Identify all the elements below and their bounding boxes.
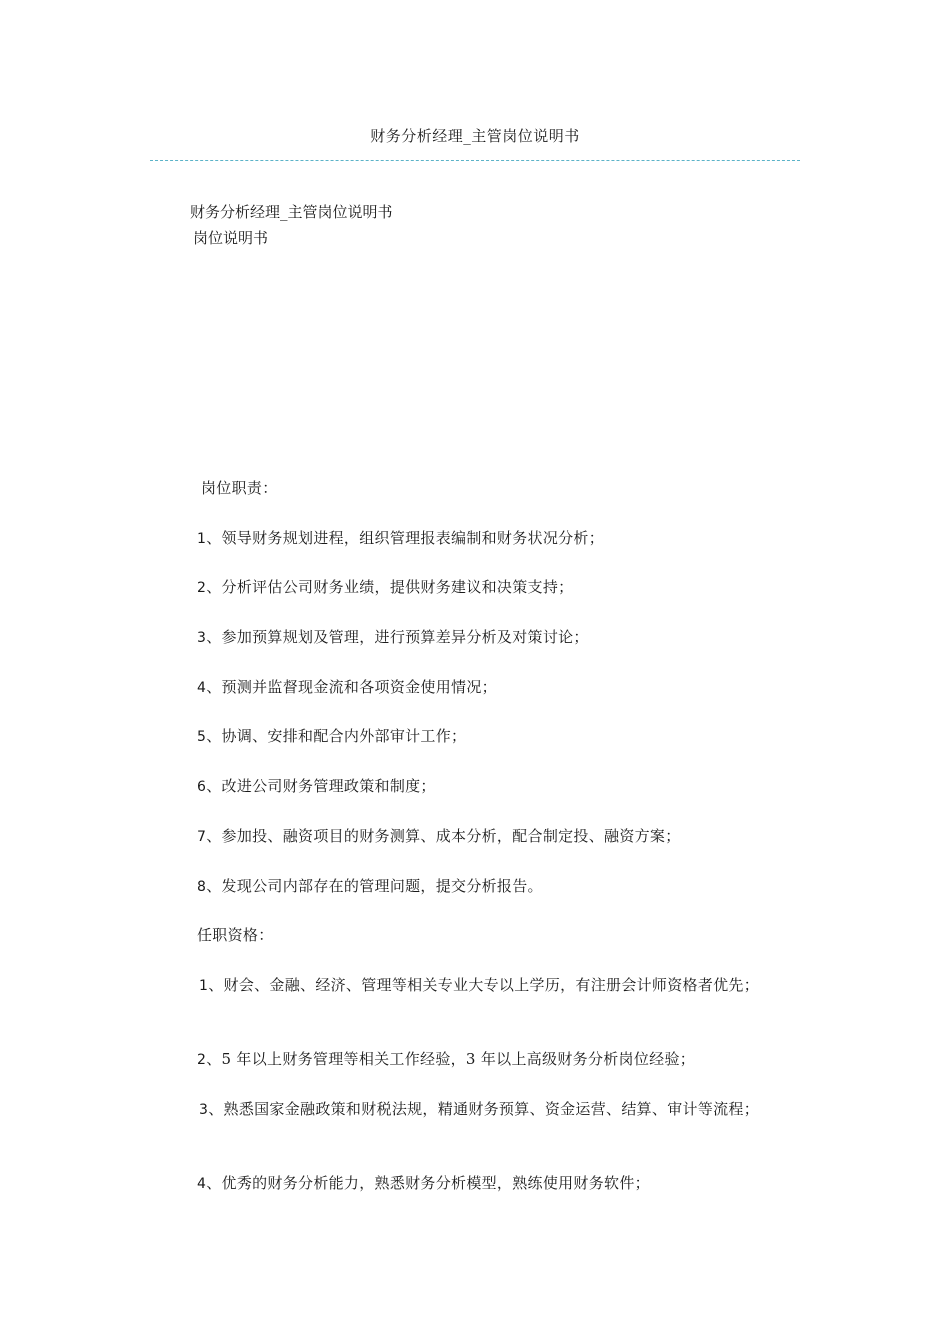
responsibilities-heading: 岗位职责： — [201, 479, 278, 497]
responsibility-item — [197, 527, 604, 548]
responsibility-item — [197, 676, 497, 697]
qualification-item — [197, 1172, 650, 1193]
qualification-item — [199, 1098, 759, 1119]
item-text: 、参加投、融资项目的财务测算、成本分析，配合制定投、融资方案； — [206, 827, 681, 845]
item-number: 1 — [197, 531, 207, 547]
item-text: 、优秀的财务分析能力，熟悉财务分析模型，熟练使用财务软件； — [206, 1174, 650, 1192]
item-number: 4 — [197, 1176, 207, 1192]
item-text: 、改进公司财务管理政策和制度； — [206, 777, 436, 795]
item-number: 5 — [197, 729, 207, 745]
item-number: 2 — [197, 1052, 207, 1068]
item-number: 3 — [199, 1102, 209, 1118]
item-text: 、协调、安排和配合内外部审计工作； — [206, 727, 467, 745]
responsibility-item — [197, 725, 466, 746]
responsibility-item — [197, 775, 436, 796]
item-number: 2 — [197, 580, 207, 596]
item-text: 、5 年以上财务管理等相关工作经验，3 年以上高级财务分析岗位经验； — [206, 1050, 696, 1068]
item-number: 8 — [197, 879, 207, 895]
responsibility-item — [197, 576, 573, 597]
item-text: 、财会、金融、经济、管理等相关专业大专以上学历，有注册会计师资格者优先； — [208, 976, 760, 994]
item-text: 、熟悉国家金融政策和财税法规，精通财务预算、资金运营、结算、审计等流程； — [208, 1100, 760, 1118]
qualification-item — [199, 974, 759, 995]
item-text: 、领导财务规划进程，组织管理报表编制和财务状况分析； — [206, 529, 605, 547]
responsibility-item — [197, 825, 681, 846]
item-text: 、分析评估公司财务业绩，提供财务建议和决策支持； — [206, 578, 574, 596]
document-subtitle: 岗位说明书 — [193, 229, 269, 247]
item-number: 4 — [197, 680, 207, 696]
qualification-item — [197, 1048, 695, 1069]
header-divider — [150, 160, 800, 161]
responsibility-item — [197, 626, 589, 647]
item-text: 、参加预算规划及管理，进行预算差异分析及对策讨论； — [206, 628, 589, 646]
item-number: 6 — [197, 779, 207, 795]
header-title: 财务分析经理_主管岗位说明书 — [370, 127, 580, 145]
item-text: 、预测并监督现金流和各项资金使用情况； — [206, 678, 497, 696]
item-text: 、发现公司内部存在的管理问题，提交分析报告。 — [206, 877, 543, 895]
item-number: 7 — [197, 829, 207, 845]
item-number: 1 — [199, 978, 209, 994]
item-number: 3 — [197, 630, 207, 646]
qualifications-heading: 任职资格： — [197, 926, 274, 944]
document-title: 财务分析经理_主管岗位说明书 — [190, 203, 393, 221]
responsibility-item — [197, 875, 543, 896]
